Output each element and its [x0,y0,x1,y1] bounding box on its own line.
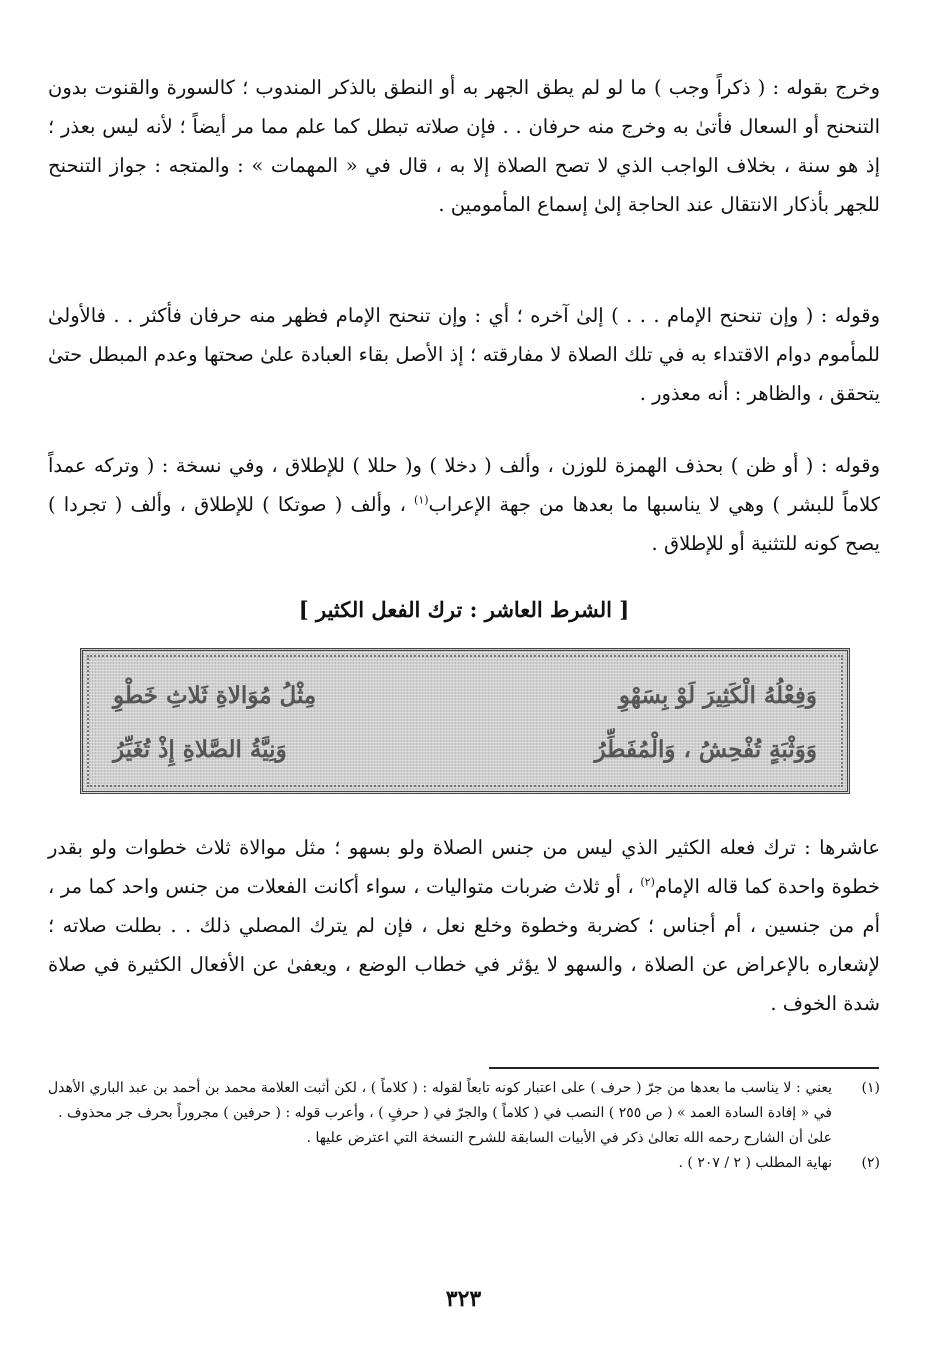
verse-frame [80,648,850,794]
footnote-1-text: يعني : لا يناسب ما بعدها من جرّ ( حرف ) على اعتبار كونه تابعاً لقوله : ( كلاماً ) ، لكن أثبت العلامة محمد بن أحمد بن عبد الباري الأهدل في « إفادة السادة العمد » ( ص ٢٥٥ ) النصب في ( كلاماً ) والجرّ في ( حرفٍ ) ، وأعرب قوله : ( حرفين ) مجروراً بحرف جر محذوف . [48,1080,832,1121]
paragraph-3 [48,446,898,563]
footnotes [48,1076,880,1176]
paragraph-2: وقوله : ( وإن تنحنح الإمام . . . ) إلىٰ آخره ؛ أي : وإن تنحنح الإمام فظهر منه حرفان فأكثر . . فالأولىٰ للمأموم دوام الاقتداء به في تلك الصلاة لا مفارقته ؛ إذ الأصل بقاء العبادة علىٰ صحتها وعدم المبطل حتىٰ يتحقق ، والظاهر : أنه معذور . [48,304,880,405]
paragraph-4 [48,828,880,1023]
footnote-ref-1: (١) [414,493,429,507]
footnote-divider [489,1067,879,1069]
paragraph-4-text-a: عاشرها : ترك فعله الكثير الذي ليس من جنس الصلاة ولو بسهو ؛ مثل موالاة ثلاث خطوات ولو بقدر خطوة واحدة كما قاله الإمام [48,836,880,898]
section-heading: [ الشرط العاشر : ترك الفعل الكثير ] [298,597,630,622]
paragraph-3-text-a: وقوله : ( أو ظن ) بحذف الهمزة للوزن ، وألف ( دخلا ) و( حللا ) للإطلاق ، وفي نسخة : ( وتركه عمداً كلاماً للبشر ) وهي لا يناسبها ما بعدها من جهة الإعراب [48,454,880,516]
footnote-2 [48,1151,880,1176]
verse-line-1 [113,669,817,723]
footnote-1-body [48,1076,832,1151]
verse-line-2-second-hemistich: وَنِيَّةُ الصَّلاةِ إِذْ تُغَيِّرُ [113,736,287,763]
paragraph-3-text-b: ، وألف ( صوتكا ) للإطلاق ، وألف ( تجردا ) يصح كونه للتثنية أو للإطلاق . [48,493,880,555]
footnote-1 [48,1076,880,1151]
footnote-1-extra: علىٰ أن الشارح رحمه الله تعالىٰ ذكر في الأبيات السابقة للشرح النسخة التي اعترض عليها . [306,1130,832,1146]
verse-line-1-first-hemistich: وَفِعْلُهُ الْكَثِيرَ لَوْ بِسَهْوِ [618,682,817,709]
verse-line-2 [113,723,817,777]
footnote-1-number: (١) [861,1080,880,1096]
paragraph-1: وخرج بقوله : ( ذكراً وجب ) ما لو لم يطق الجهر به أو النطق بالذكر المندوب ؛ كالسورة والقنوت بدون التنحنح أو السعال فأتىٰ به وخرج منه حرفان . . فإن صلاته تبطل كما علم مما مر أيضاً ؛ لأنه ليس بعذر ؛ إذ هو سنة ، بخلاف الواجب الذي لا تصح الصلاة إلا به ، قال في « المهمات » : والمتجه : جواز التنحنح للجهر بأذكار الانتقال عند الحاجة إلىٰ إسماع المأمومين . [48,76,880,216]
verse-line-1-second-hemistich: مِثْلُ مُوَالاةِ ثَلاثِ خَطْوِ [113,682,317,709]
page-number: ٣٢٣ [445,1286,482,1312]
footnote-ref-2: (٢) [640,875,655,889]
footnote-2-number: (٢) [861,1155,880,1171]
paragraph-4-text-b: ، أو ثلاث ضربات متواليات ، سواء أكانت الفعلات من جنس واحد كما مر ، أم من جنسين ، أم أجناس ؛ كضربة وخطوة وخلع نعل ، فإن لم يترك المصلي ذلك . . بطلت صلاته ؛ لإشعاره بالإعراض عن الصلاة ، والسهو لا يؤثر في خطاب الوضع ، ويعفىٰ عن الأفعال الكثيرة في صلاة شدة الخوف . [48,875,880,1015]
verse-line-2-first-hemistich: وَوَثْبَةٍ تُفْحِشُ ، وَالْمُفَطِّرُ [594,736,817,763]
footnote-2-text: نهاية المطلب ( ٢ / ٢٠٧ ) . [678,1155,832,1171]
